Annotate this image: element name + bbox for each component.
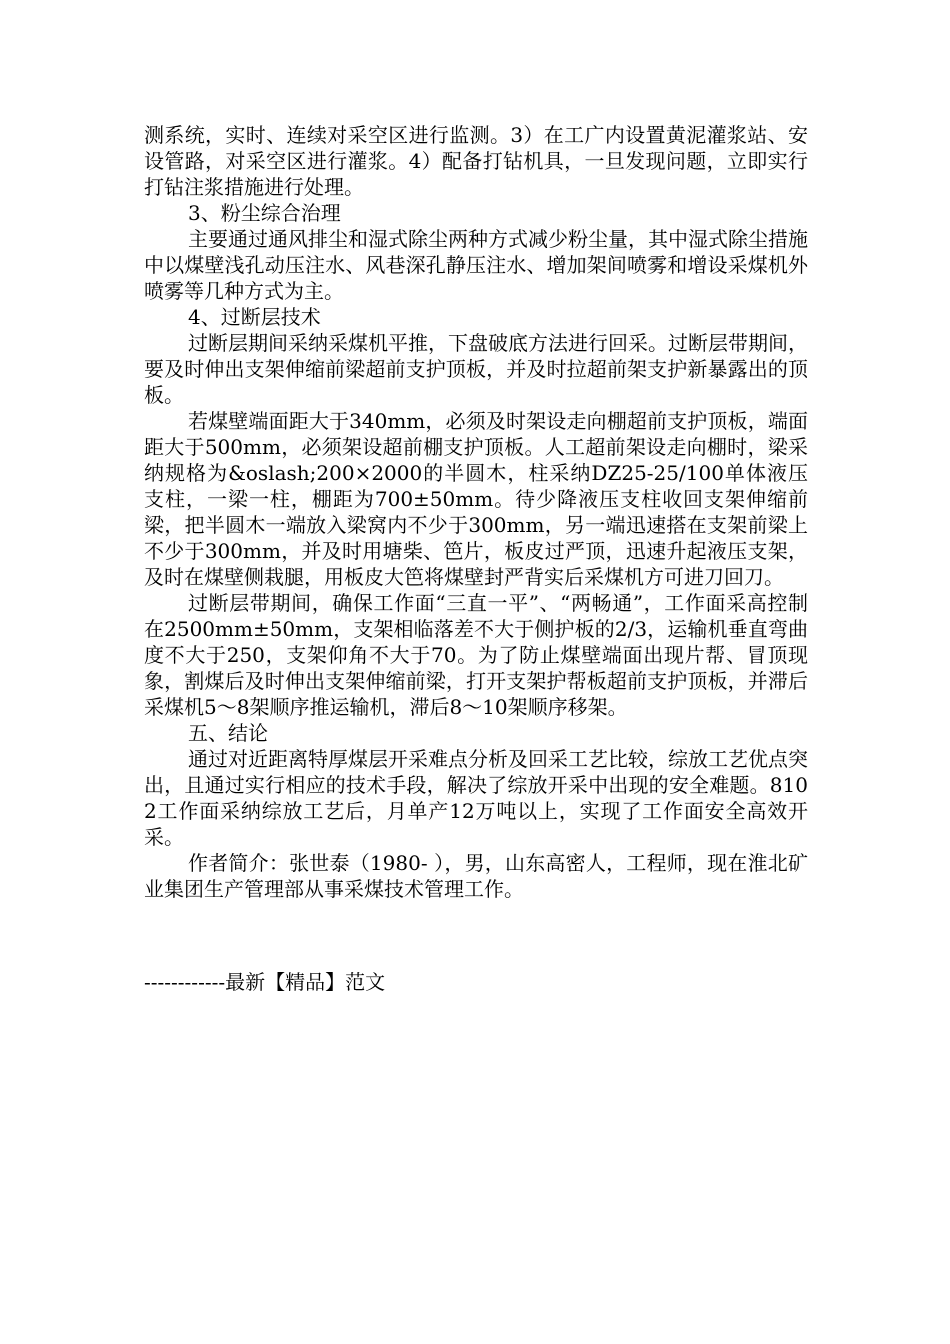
heading-conclusion: 五、结论 <box>188 721 268 745</box>
footer-text: ------------最新【精品】范文 <box>144 970 386 994</box>
paragraph-support-roof: 若煤壁端面距大于340mm，必须及时架设走向棚超前支护顶板，端面距大于500mm，必须架设超前棚支护顶板。人工超前架设走向棚时，梁采纳规格为&oslash;200×2000的半圆木，柱采纳DZ25-25/100单体液压支柱，一梁一柱，棚距为700±50mm。待少降液压支柱收回支架伸缩前梁，把半圆木一端放入梁窝内不少于300mm，另一端迅速搭在支架前梁上不少于300mm，并及时用塘柴、笆片，板皮过严顶，迅速升起液压支架，及时在煤壁侧栽腿，用板皮大笆将煤壁封严背实后采煤机方可进刀回刀。 <box>144 409 808 589</box>
paragraph-conclusion: 通过对近距离特厚煤层开采难点分析及回采工艺比较，综放工艺优点突出，且通过实行相应的技术手段，解决了综放开采中出现的安全难题。8102工作面采纳综放工艺后，月单产12万吨以上，实现了工作面安全高效开采。 <box>144 747 808 849</box>
paragraph-dust-control: 主要通过通风排尘和湿式除尘两种方式减少粉尘量，其中湿式除尘措施中以煤壁浅孔动压注水、风巷深孔静压注水、增加架间喷雾和增设采煤机外喷雾等几种方式为主。 <box>144 227 808 303</box>
paragraph-monitoring: 测系统，实时、连续对采空区进行监测。3）在工广内设置黄泥灌浆站、安设管路，对采空区进行灌浆。4）配备打钻机具，一旦发现问题，立即实行打钻注浆措施进行处理。 <box>144 123 808 199</box>
document-body <box>144 122 808 902</box>
heading-fault-crossing: 4、过断层技术 <box>188 305 321 329</box>
paragraph-fault-method: 过断层期间采纳采煤机平推，下盘破底方法进行回采。过断层带期间，要及时伸出支架伸缩前梁超前支护顶板，并及时拉超前架支护新暴露出的顶板。 <box>144 331 808 407</box>
paragraph-working-face: 过断层带期间，确保工作面“三直一平”、“两畅通”，工作面采高控制在2500mm±50mm，支架相临落差不大于侧护板的2/3，运输机垂直弯曲度不大于250，支架仰角不大于70。为了防止煤壁端面出现片帮、冒顶现象，割煤后及时伸出支架伸缩前梁，打开支架护帮板超前支护顶板，并滞后采煤机5～8架顺序推运输机，滞后8～10架顺序移架。 <box>144 591 808 719</box>
paragraph-author-bio: 作者简介：张世泰（1980- ），男，山东高密人，工程师，现在淮北矿业集团生产管理部从事采煤技术管理工作。 <box>144 851 808 901</box>
heading-dust-control: 3、粉尘综合治理 <box>188 201 341 225</box>
